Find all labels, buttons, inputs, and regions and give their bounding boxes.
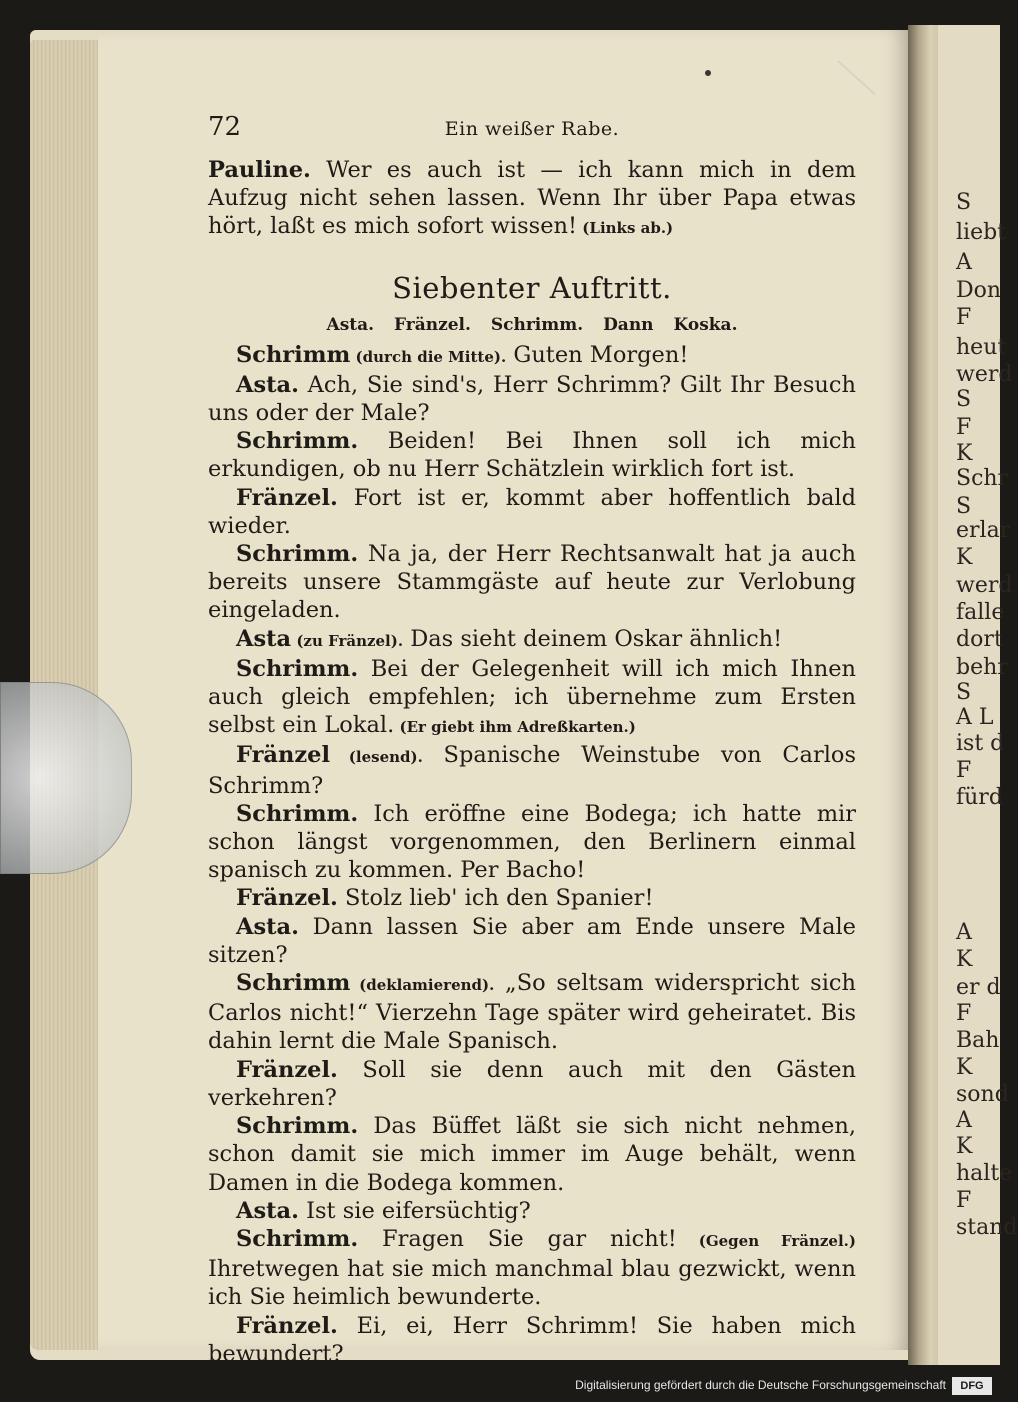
dialogue-text: Ich eröffne eine Bodega; ich hatte mir schon längst vorgenommen, den Berlinern einmal spanisch zu kommen. Per Bacho! <box>208 800 856 884</box>
right-page-fragment: Don <box>956 278 1002 303</box>
dialogue-text: Guten Morgen! <box>506 341 689 368</box>
right-page-fragment: A L <box>956 705 994 730</box>
stage-direction: (Links ab.) <box>577 219 674 238</box>
speaker-name: Asta. <box>236 913 299 940</box>
dialogue-paragraph <box>208 741 856 799</box>
dialogue-text: Dann lassen Sie aber am Ende unsere Male sitzen? <box>208 913 856 968</box>
right-page-fragment: fürd <box>956 785 1003 810</box>
speaker-name: Fränzel. <box>236 1312 338 1339</box>
page-clip <box>0 682 132 874</box>
right-page-fragment: Bah <box>956 1028 1000 1053</box>
right-page-fragment: F <box>956 415 972 440</box>
dialogue-paragraph <box>208 484 856 540</box>
dialogue-paragraph <box>208 1312 856 1368</box>
dialogue-text: Ach, Sie sind's, Herr Schrimm? Gilt Ihr Besuch uns oder der Male? <box>208 371 856 427</box>
stage-direction: (lesend). <box>330 748 423 767</box>
dialogue-text: Na ja, der Herr Rechtsanwalt hat ja auch bereits unsere Stammgäste auf heute zur Verlobung eingeladen. <box>208 541 856 624</box>
dialogue-paragraph <box>208 969 856 1056</box>
dialogue-text: Soll sie denn auch mit den Gästen verkehren? <box>208 1056 856 1111</box>
right-page-fragment: halte <box>956 1161 1013 1186</box>
body-text <box>208 156 856 1368</box>
running-title: Ein weißer Rabe. <box>444 118 620 140</box>
speaker-name: Schrimm <box>236 341 351 368</box>
dialogue-paragraph <box>208 655 856 742</box>
right-page-fragment: er d <box>956 975 1001 1000</box>
page-number: 72 <box>208 112 242 142</box>
dialogue-paragraph <box>208 371 856 427</box>
speaker-name: Schrimm <box>236 970 351 997</box>
right-page-fragment: behr <box>956 655 1008 680</box>
speaker-name: Fränzel. <box>236 1056 338 1083</box>
speaker-name: Asta. <box>236 371 299 398</box>
cast-list: Asta. Fränzel. Schrimm. Dann Koska. <box>326 314 738 335</box>
book-gutter <box>908 25 940 1365</box>
speaker-name: Asta <box>236 625 292 652</box>
right-page-fragment: K <box>956 1055 973 1080</box>
right-page-fragment: K <box>956 947 973 972</box>
dialogue-paragraph <box>208 1225 856 1312</box>
right-page-fragment: F <box>956 758 972 783</box>
stage-direction: (Er giebt ihm Adreßkarten.) <box>394 718 636 737</box>
right-page-fragment: sond <box>956 1082 1009 1107</box>
right-page-fragment: werd <box>956 573 1013 598</box>
speaker-name: Schrimm. <box>236 541 359 568</box>
speaker-name: Schrimm. <box>236 655 359 682</box>
speaker-name: Pauline. <box>208 157 311 183</box>
right-page-fragment: liebt <box>956 220 1007 245</box>
right-page-fragment: F <box>956 1188 972 1213</box>
stage-direction: (Gegen Fränzel.) <box>676 1231 856 1250</box>
dialogue-paragraph <box>208 341 856 371</box>
right-page-fragment: S <box>956 190 972 215</box>
dialogue-paragraph <box>208 427 856 483</box>
speaker-name: Fränzel. <box>236 484 338 511</box>
dialogue-text: Ei, ei, Herr Schrimm! Sie haben mich bewundert? <box>208 1312 856 1367</box>
dialogue-paragraph <box>208 156 856 243</box>
dialogue-paragraph <box>208 625 856 655</box>
dialogue-text: Das sieht deinem Oskar ähnlich! <box>403 625 783 652</box>
dialogue-text: Spanische Weinstube von Carlos Schrimm? <box>208 742 856 799</box>
stage-direction: (zu Fränzel). <box>291 631 404 650</box>
right-page-text <box>938 25 1018 1365</box>
dialogue-paragraph <box>208 1056 856 1112</box>
speaker-name: Fränzel <box>236 742 331 769</box>
speaker-name: Asta. <box>236 1197 299 1224</box>
right-page-fragment: S <box>956 387 972 412</box>
digitization-credit: Digitalisierung gefördert durch die Deutsche Forschungsgemeinschaft <box>575 1378 946 1392</box>
stage-direction: (durch die Mitte). <box>350 347 507 366</box>
right-page-fragment: ist d <box>956 731 1005 756</box>
right-page-fragment: A <box>956 920 972 945</box>
speaker-name: Fränzel. <box>236 885 338 912</box>
dialogue-text: Bei der Gelegenheit will ich mich Ihnen auch gleich empfehlen; ich übernehme zum Ersten selbst ein Lokal. <box>208 655 856 739</box>
dialogue-text: Beiden! Bei Ihnen soll ich mich erkundigen, ob nu Herr Schätzlein wirklich fort ist. <box>208 428 856 483</box>
dialogue-paragraph <box>208 800 856 885</box>
right-page-fragment: dort <box>956 627 1003 652</box>
right-page-fragment: K <box>956 1134 973 1159</box>
dialogue-text: Ihretwegen hat sie mich manchmal blau gezwickt, wenn ich Sie heimlich bewunderte. <box>208 1256 856 1311</box>
right-page-fragment: S <box>956 680 972 705</box>
dialogue-text: Fort ist er, kommt aber hoffentlich bald wieder. <box>208 484 856 539</box>
speaker-name: Schrimm. <box>236 800 359 827</box>
dialogue-text: „So seltsam widerspricht sich Carlos nicht!“ Vierzehn Tage später wird geheiratet. Bis dahin lernt die Male Spanisch. <box>208 970 856 1055</box>
dialogue-text: Ist sie eifersüchtig? <box>298 1197 531 1224</box>
right-page-fragment: K <box>956 545 973 570</box>
right-page-fragment: S <box>956 494 972 519</box>
dialogue-paragraph <box>208 884 856 912</box>
right-page-fragment: heut <box>956 335 1007 360</box>
dfg-logo: DFG <box>952 1377 992 1395</box>
dialogue-text: Das Büffet läßt sie sich nicht nehmen, schon damit sie mich immer im Auge behält, wenn Damen in die Bodega kommen. <box>208 1113 856 1196</box>
right-page-fragment: werd <box>956 362 1013 387</box>
dialogue-paragraph <box>208 913 856 969</box>
dialogue-text: Fragen Sie gar nicht! <box>358 1225 677 1252</box>
page-header <box>208 112 856 156</box>
speaker-name: Schrimm. <box>236 1113 359 1140</box>
right-page-fragment: erlar <box>956 518 1011 543</box>
dialogue-paragraph <box>208 540 856 625</box>
dialogue-paragraph <box>208 1112 856 1197</box>
right-page-partial <box>938 25 1018 1365</box>
right-page-fragment: K <box>956 441 973 466</box>
scene-heading: Siebenter Auftritt. <box>392 270 672 305</box>
dialogue-text: Wer es auch ist — ich kann mich in dem Aufzug nicht sehen lassen. Wenn Ihr über Papa etwas hört, laßt es mich sofort wissen! <box>208 157 856 240</box>
speaker-name: Schrimm. <box>236 1225 359 1252</box>
page-text-area <box>208 112 856 1368</box>
speaker-name: Schrimm. <box>236 428 359 455</box>
dialogue-text: Stolz lieb' ich den Spanier! <box>337 885 654 912</box>
right-page-fragment: F <box>956 305 972 330</box>
dialogue-paragraph <box>208 1197 856 1225</box>
right-page-fragment: falle <box>956 600 1005 625</box>
right-page-fragment: Schr <box>956 466 1009 491</box>
right-page-fragment: A <box>956 1108 972 1133</box>
right-page-fragment: F <box>956 1001 972 1026</box>
right-page-fragment: stand <box>956 1215 1018 1240</box>
ink-dot <box>705 70 711 76</box>
stage-direction: (deklamierend). <box>350 976 495 995</box>
right-page-fragment: A <box>956 250 972 275</box>
